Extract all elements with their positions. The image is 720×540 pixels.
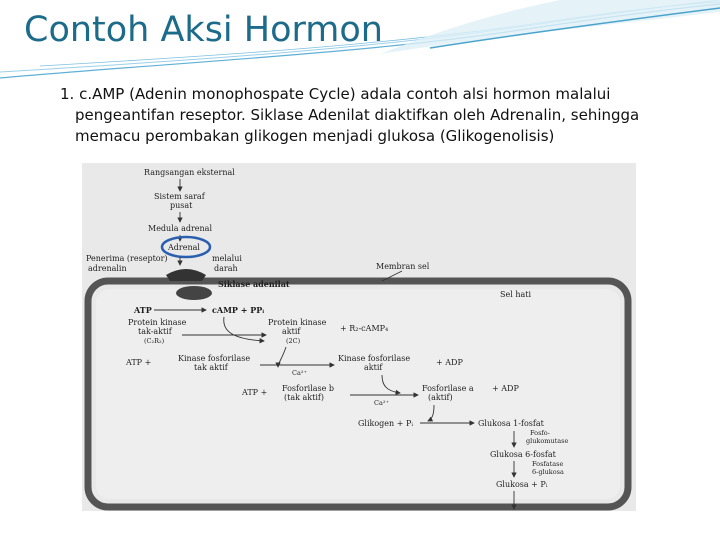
- label-ca-2: Ca²⁺: [374, 399, 389, 407]
- label-atp-2: ATP +: [126, 358, 152, 367]
- label-sel-hati: Sel hati: [500, 290, 532, 299]
- label-fosfatase-2: 6-glukosa: [532, 468, 564, 476]
- bullet-line-2: pengeantifan reseptor. Siklase Adenilat diaktifkan oleh Adrenalin, sehingga: [75, 106, 640, 124]
- bullet-paragraph: [60, 84, 700, 147]
- label-glikogen: Glikogen + Pᵢ: [358, 419, 413, 428]
- label-fosfatase: Fosfatase: [532, 460, 564, 468]
- label-fa-2: (aktif): [428, 393, 453, 402]
- label-adrenal: Adrenal: [168, 243, 200, 252]
- label-rangsangan: Rangsangan eksternal: [144, 168, 235, 177]
- label-ca-1: Ca²⁺: [292, 369, 307, 377]
- label-pk-aktif: Protein kinase: [268, 318, 327, 327]
- bullet-line-1: 1. c.AMP (Adenin monophospate Cycle) adala contoh alsi hormon malalui: [60, 85, 611, 103]
- label-g1f: Glukosa 1-fosfat: [478, 419, 544, 428]
- label-fosfo: Fosfo-: [530, 429, 550, 437]
- label-adp-2: + ADP: [492, 384, 519, 393]
- label-fa: Fosforilase a: [422, 384, 474, 393]
- label-melalui: melalui: [212, 254, 242, 263]
- label-pk-aktif-2: aktif: [282, 327, 301, 336]
- label-kf-aktif-2: aktif: [364, 363, 383, 372]
- label-atp-3: ATP +: [242, 388, 268, 397]
- label-fb: Fosforilase b: [282, 384, 335, 393]
- label-darah: darah: [214, 264, 238, 273]
- label-camp-ppi: cAMP + PPᵢ: [212, 305, 265, 315]
- camp-pathway-diagram: [82, 163, 636, 511]
- label-penerima-adrenalin: adrenalin: [88, 264, 127, 273]
- label-siklase: Siklase adenilat: [218, 279, 290, 289]
- label-g6f: Glukosa 6-fosfat: [490, 450, 556, 459]
- label-fosfo-2: glukomutase: [526, 437, 569, 445]
- label-penerima: Penerima (reseptor): [86, 254, 168, 263]
- label-pk-tak-aktif-2: tak-aktif: [138, 327, 172, 336]
- bullet-line-3: memacu perombakan glikogen menjadi glukosa (Glikogenolisis): [75, 127, 555, 145]
- label-kf-tak-aktif-2: tak aktif: [194, 363, 228, 372]
- label-adp-1: + ADP: [436, 358, 463, 367]
- label-membran-sel: Membran sel: [376, 262, 430, 271]
- label-glukosa-pi: Glukosa + Pᵢ: [496, 480, 548, 489]
- label-pk-tak-aktif: Protein kinase: [128, 318, 187, 327]
- label-sistem-saraf: Sistem saraf: [154, 192, 205, 201]
- label-pusat: pusat: [170, 201, 193, 210]
- label-fb-2: (tak aktif): [284, 393, 324, 402]
- label-kf-tak-aktif: Kinase fosforilase: [178, 354, 251, 363]
- label-atp-1: ATP: [134, 305, 152, 315]
- slide-title: Contoh Aksi Hormon: [24, 10, 383, 50]
- label-medula: Medula adrenal: [148, 224, 212, 233]
- receptor-shape: [166, 269, 206, 281]
- label-pk-aktif-3: (2C): [286, 337, 301, 345]
- label-pk-tak-aktif-3: (C₂R₂): [144, 337, 165, 345]
- label-kf-aktif: Kinase fosforilase: [338, 354, 411, 363]
- label-r2-camp: + R₂-cAMP₄: [340, 324, 389, 333]
